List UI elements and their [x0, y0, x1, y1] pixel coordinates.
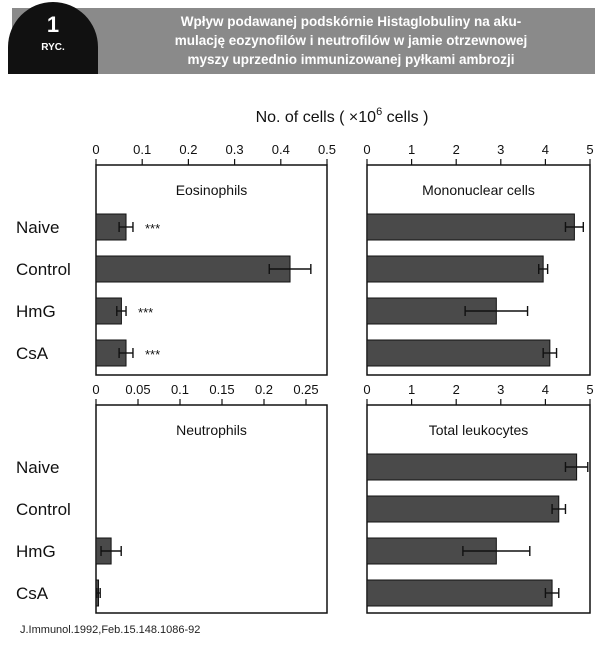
- category-label: CsA: [16, 344, 49, 363]
- tick-label: 2: [452, 142, 460, 157]
- figure-label: RYC.: [41, 42, 65, 53]
- bar: [367, 214, 574, 240]
- bar: [367, 256, 543, 282]
- category-label: HmG: [16, 302, 56, 321]
- bar: [367, 340, 550, 366]
- tick-label: 2: [452, 382, 460, 397]
- panel-title: Total leukocytes: [428, 422, 529, 438]
- significance-label: ***: [144, 347, 161, 362]
- tick-label: 1: [407, 382, 416, 397]
- chart-top-label: No. of cells ( $\times 10^6$ cells ): [255, 106, 429, 126]
- tick-label: 5: [586, 382, 594, 397]
- significance-label: ***: [138, 305, 154, 320]
- category-label: Naive: [16, 218, 60, 237]
- category-label: Control: [16, 500, 71, 519]
- tick-label: 0: [92, 382, 100, 397]
- tick-label: 0.2: [254, 382, 274, 397]
- category-label: Naive: [16, 458, 60, 477]
- tick-label: 5: [586, 142, 594, 157]
- significance-label: ***: [144, 221, 161, 236]
- bar: [367, 496, 559, 522]
- figure-number: 1: [46, 12, 60, 37]
- bar: [367, 580, 552, 606]
- tick-label: 0.15: [209, 382, 235, 397]
- tick-label: 4: [541, 382, 550, 397]
- tick-label: 0.1: [133, 142, 152, 157]
- bar: [367, 454, 577, 480]
- figure-title-line: myszy uprzednio immunizowanej pyłkami ambrozji: [187, 52, 515, 67]
- figure-title-line: Wpływ podawanej podskórnie Histaglobuliny na aku-: [180, 14, 522, 29]
- citation: J.Immunol.1992,Feb.15.148.1086-92: [20, 624, 201, 636]
- tick-label: 0.1: [170, 382, 190, 397]
- tick-label: 0.4: [271, 142, 290, 157]
- tick-label: 0.3: [225, 142, 244, 157]
- category-label: CsA: [16, 584, 49, 603]
- tick-label: 0.25: [293, 382, 319, 397]
- tick-label: 3: [497, 142, 505, 157]
- bar: [96, 256, 290, 282]
- tick-label: 0.2: [179, 142, 198, 157]
- panel-title: Neutrophils: [176, 422, 247, 438]
- tick-label: 4: [541, 142, 550, 157]
- tick-label: 1: [407, 142, 416, 157]
- tick-label: 0: [363, 382, 371, 397]
- figure-title-line: mulację eozynofilów i neutrofilów w jamie otrzewnowej: [174, 33, 528, 48]
- tick-label: 3: [497, 382, 505, 397]
- tick-label: 0: [92, 142, 100, 157]
- panel-title: Eosinophils: [175, 182, 248, 198]
- tick-label: 0.05: [125, 382, 151, 397]
- panel-title: Mononuclear cells: [422, 182, 535, 198]
- category-label: Control: [16, 260, 71, 279]
- tick-label: 0.5: [317, 142, 337, 157]
- category-label: HmG: [16, 542, 56, 561]
- tick-label: 0: [363, 142, 371, 157]
